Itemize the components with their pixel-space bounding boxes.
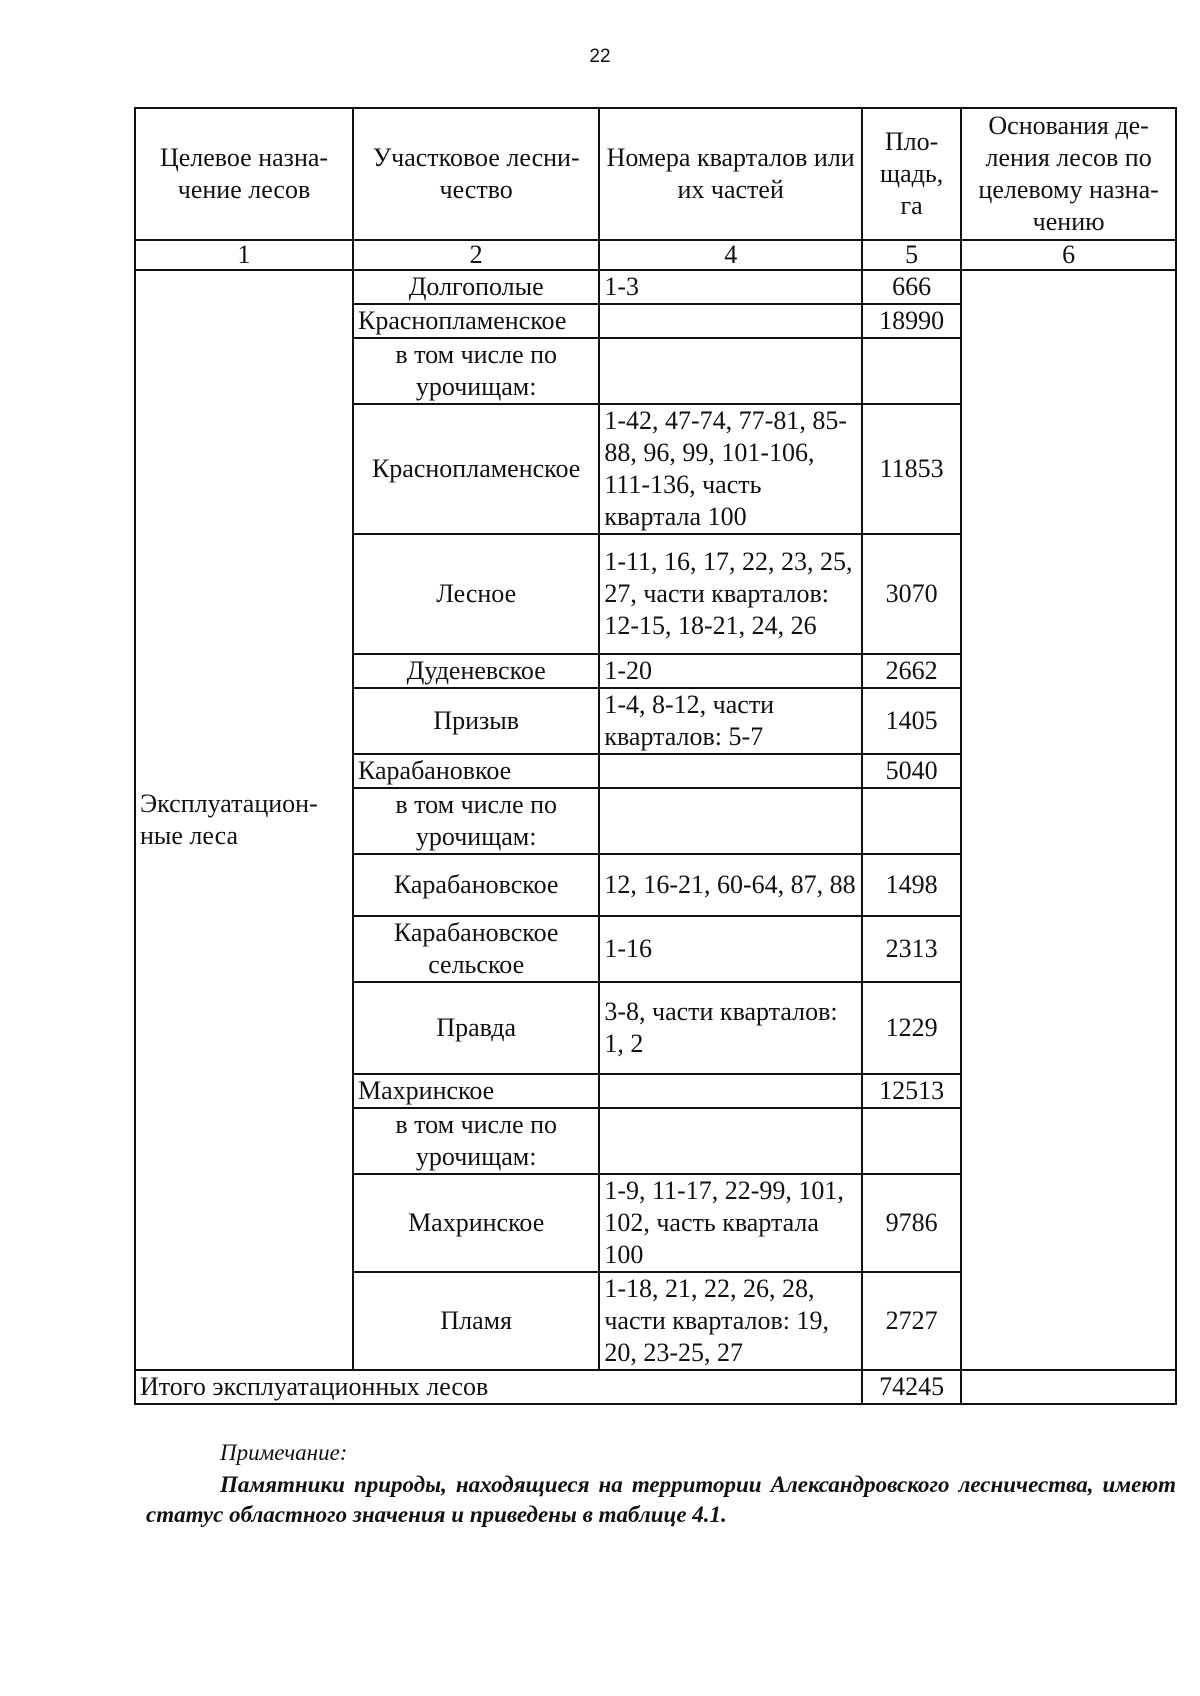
forestry-cell: Призыв	[353, 688, 599, 754]
page-number: 22	[589, 46, 611, 67]
forestry-cell: в том числе по урочищам:	[353, 1108, 599, 1174]
forestry-cell: Пламя	[353, 1272, 599, 1370]
quarters-cell: 3-8, части кварталов: 1, 2	[599, 982, 862, 1074]
area-cell: 2662	[862, 654, 961, 688]
area-cell: 1405	[862, 688, 961, 754]
forestry-cell: Дуденевское	[353, 654, 599, 688]
quarters-cell: 1-18, 21, 22, 26, 28, части кварталов: 19, 20, 23-25, 27	[599, 1272, 862, 1370]
quarters-cell: 1-9, 11-17, 22-99, 101, 102, часть квартала 100	[599, 1174, 862, 1272]
column-number: 1	[135, 240, 353, 270]
total-area: 74245	[862, 1370, 961, 1404]
total-basis	[961, 1370, 1176, 1404]
quarters-cell: 1-11, 16, 17, 22, 23, 25, 27, части кварталов: 12-15, 18-21, 24, 26	[599, 534, 862, 654]
quarters-cell	[599, 1108, 862, 1174]
forestry-cell: Правда	[353, 982, 599, 1074]
quarters-cell	[599, 338, 862, 404]
header-purpose: Целевое назна-чение лесов	[135, 108, 353, 240]
quarters-cell	[599, 1074, 862, 1108]
area-cell	[862, 338, 961, 404]
quarters-cell	[599, 788, 862, 854]
column-number: 4	[599, 240, 862, 270]
forestry-cell: Карабановкое	[353, 754, 599, 788]
area-cell: 2727	[862, 1272, 961, 1370]
forestry-cell: Краснопламенское	[353, 304, 599, 338]
forestry-cell: Карабановское сельское	[353, 916, 599, 982]
note-title: Примечание:	[220, 1440, 348, 1465]
forest-purpose-table	[134, 107, 1177, 1405]
forestry-cell: Махринское	[353, 1074, 599, 1108]
forestry-cell: Карабановское	[353, 854, 599, 916]
quarters-cell: 1-4, 8-12, части кварталов: 5-7	[599, 688, 862, 754]
quarters-cell: 1-20	[599, 654, 862, 688]
header-forestry: Участковое лесни-чество	[353, 108, 599, 240]
area-cell: 9786	[862, 1174, 961, 1272]
column-number: 2	[353, 240, 599, 270]
basis-cell	[961, 270, 1176, 1370]
area-cell: 12513	[862, 1074, 961, 1108]
area-cell: 11853	[862, 404, 961, 534]
column-number: 6	[961, 240, 1176, 270]
forestry-cell: Махринское	[353, 1174, 599, 1272]
quarters-cell: 12, 16-21, 60-64, 87, 88	[599, 854, 862, 916]
area-cell: 5040	[862, 754, 961, 788]
forestry-cell: Краснопламенское	[353, 404, 599, 534]
area-cell: 1229	[862, 982, 961, 1074]
header-area: Пло-щадь, га	[862, 108, 961, 240]
area-cell	[862, 788, 961, 854]
quarters-cell	[599, 754, 862, 788]
total-label: Итого эксплуатационных лесов	[135, 1370, 862, 1404]
area-cell: 3070	[862, 534, 961, 654]
forestry-cell: в том числе по урочищам:	[353, 338, 599, 404]
area-cell: 2313	[862, 916, 961, 982]
quarters-cell	[599, 304, 862, 338]
area-cell	[862, 1108, 961, 1174]
area-cell: 18990	[862, 304, 961, 338]
column-number: 5	[862, 240, 961, 270]
table-row	[135, 270, 1176, 304]
area-cell: 1498	[862, 854, 961, 916]
quarters-cell: 1-3	[599, 270, 862, 304]
area-cell: 666	[862, 270, 961, 304]
purpose-cell: Эксплуатацион-ные леса	[135, 270, 353, 1370]
header-basis: Основания де-ления лесов по целевому назна-чению	[961, 108, 1176, 240]
header-quarters: Номера кварталов или их частей	[599, 108, 862, 240]
quarters-cell: 1-16	[599, 916, 862, 982]
forestry-cell: в том числе по урочищам:	[353, 788, 599, 854]
total-row	[135, 1370, 1176, 1404]
forestry-cell: Лесное	[353, 534, 599, 654]
forestry-cell: Долгополые	[353, 270, 599, 304]
quarters-cell: 1-42, 47-74, 77-81, 85-88, 96, 99, 101-106, 111-136, часть квартала 100	[599, 404, 862, 534]
note-text: Памятники природы, находящиеся на территории Александровского лесничества, имеют статус областного значения и приведены в таблице 4.1.	[146, 1472, 1176, 1527]
